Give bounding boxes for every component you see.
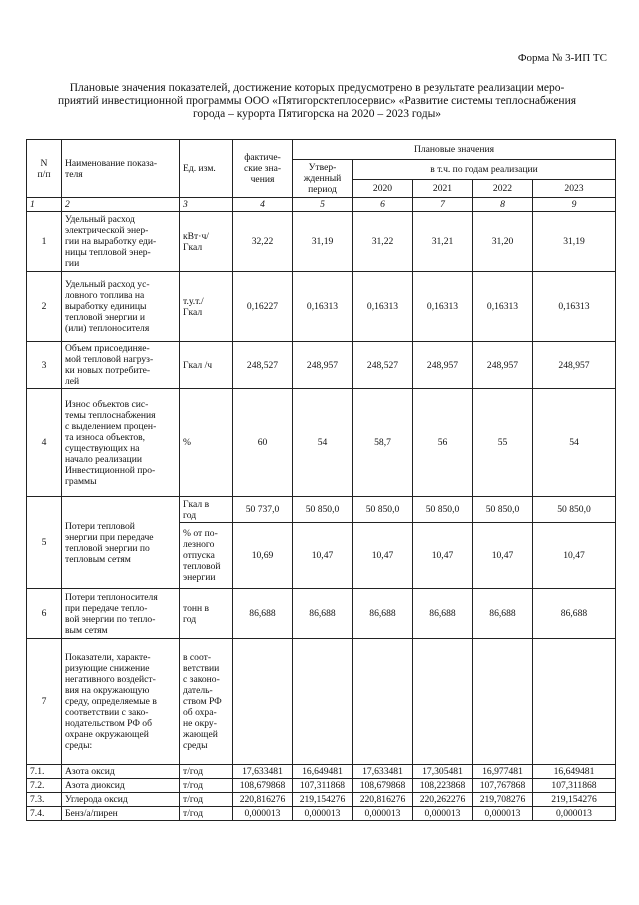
value-cell: 107,767868 [473, 779, 533, 793]
value-cell [293, 639, 353, 765]
value-cell: 108,679868 [233, 779, 293, 793]
value-cell: 50 850,0 [293, 497, 353, 523]
value-cell: 0,000013 [533, 807, 616, 821]
value-cell: 10,47 [293, 523, 353, 589]
value-cell: 17,633481 [233, 765, 293, 779]
value-cell: 16,649481 [293, 765, 353, 779]
value-cell: 32,22 [233, 212, 293, 272]
header-year: 2022 [473, 180, 533, 198]
value-cell: 50 850,0 [473, 497, 533, 523]
indicator-name: Удельный расход электрической энер- гии на выработку еди- ницы тепловой энер- гии [62, 212, 180, 272]
value-cell: 248,957 [413, 342, 473, 389]
table-row [27, 807, 616, 821]
col-number: 4 [233, 198, 293, 212]
col-number: 9 [533, 198, 616, 212]
unit-cell: т/год [180, 779, 233, 793]
table-row [27, 389, 616, 497]
value-cell: 0,16313 [353, 272, 413, 342]
unit-cell: т.у.т./ Гкал [180, 272, 233, 342]
value-cell: 31,22 [353, 212, 413, 272]
value-cell [233, 639, 293, 765]
col-number: 8 [473, 198, 533, 212]
value-cell: 0,000013 [293, 807, 353, 821]
header-year: 2021 [413, 180, 473, 198]
header-num: N п/п [27, 140, 62, 198]
header-approved: Утвер- жденный период [293, 160, 353, 198]
value-cell: 86,688 [413, 589, 473, 639]
indicator-name: Объем присоединяе- мой тепловой нагруз- ки новых потребите- лей [62, 342, 180, 389]
col-number: 1 [27, 198, 62, 212]
unit-cell: т/год [180, 765, 233, 779]
unit-cell: % [180, 389, 233, 497]
unit-cell: % от по- лезного отпуска тепловой энергии [180, 523, 233, 589]
indicator-name: Потери тепловой энергии при передаче тепловой энергии по тепловым сетям [62, 497, 180, 589]
row-number: 7 [27, 639, 62, 765]
value-cell [533, 639, 616, 765]
value-cell: 10,69 [233, 523, 293, 589]
value-cell: 248,527 [353, 342, 413, 389]
table-row [27, 212, 616, 272]
value-cell: 17,633481 [353, 765, 413, 779]
indicator-name: Азота оксид [62, 765, 180, 779]
value-cell: 86,688 [533, 589, 616, 639]
table-row [27, 497, 616, 523]
unit-cell: тонн в год [180, 589, 233, 639]
value-cell: 220,262276 [413, 793, 473, 807]
value-cell: 248,527 [233, 342, 293, 389]
unit-cell: Гкал в год [180, 497, 233, 523]
unit-cell: т/год [180, 807, 233, 821]
unit-cell: Гкал /ч [180, 342, 233, 389]
value-cell: 31,19 [533, 212, 616, 272]
title-line: города – курорта Пятигорска на 2020 – 2023 годы» [192, 108, 442, 120]
indicator-name: Азота диоксид [62, 779, 180, 793]
value-cell: 86,688 [353, 589, 413, 639]
value-cell: 0,000013 [473, 807, 533, 821]
row-number: 6 [27, 589, 62, 639]
value-cell: 60 [233, 389, 293, 497]
row-number: 1 [27, 212, 62, 272]
value-cell: 0,16227 [233, 272, 293, 342]
value-cell: 248,957 [293, 342, 353, 389]
value-cell: 17,305481 [413, 765, 473, 779]
value-cell: 0,000013 [233, 807, 293, 821]
unit-cell: т/год [180, 793, 233, 807]
value-cell: 220,816276 [233, 793, 293, 807]
value-cell: 107,311868 [533, 779, 616, 793]
row-number: 7.2. [27, 779, 62, 793]
value-cell: 10,47 [353, 523, 413, 589]
value-cell: 0,16313 [533, 272, 616, 342]
table-row [27, 793, 616, 807]
value-cell: 0,16313 [293, 272, 353, 342]
value-cell: 10,47 [413, 523, 473, 589]
value-cell: 54 [293, 389, 353, 497]
indicator-name: Износ объектов сис- темы теплоснабжения с выделением процен- та износа объектов, существующих на начало реализации Инвестиционной про- граммы [62, 389, 180, 497]
header-year: 2020 [353, 180, 413, 198]
value-cell: 86,688 [473, 589, 533, 639]
value-cell: 50 850,0 [533, 497, 616, 523]
row-number: 3 [27, 342, 62, 389]
table-row [27, 589, 616, 639]
value-cell: 219,154276 [533, 793, 616, 807]
row-number: 7.1. [27, 765, 62, 779]
row-number: 2 [27, 272, 62, 342]
value-cell [413, 639, 473, 765]
value-cell: 56 [413, 389, 473, 497]
header-unit: Ед. изм. [180, 140, 233, 198]
value-cell [353, 639, 413, 765]
title-line: Плановые значения показателей, достижение которых предусмотрено в результате реализации меро- [69, 82, 565, 94]
value-cell: 31,19 [293, 212, 353, 272]
title-line: приятий инвестиционной программы ООО «Пятигорсктеплосервис» «Развитие системы теплоснабжения [57, 95, 577, 107]
value-cell: 86,688 [233, 589, 293, 639]
col-number: 6 [353, 198, 413, 212]
row-number: 7.4. [27, 807, 62, 821]
value-cell: 50 737,0 [233, 497, 293, 523]
header-year: 2023 [533, 180, 616, 198]
value-cell: 86,688 [293, 589, 353, 639]
indicator-name: Потери теплоносителя при передаче тепло- вой энергии по тепло- вым сетям [62, 589, 180, 639]
header-by-years: в т.ч. по годам реализации [353, 160, 616, 180]
col-number: 2 [62, 198, 180, 212]
indicator-name: Показатели, характе- ризующие снижение негативного воздейст- вия на окружающую среду, определяемые в соответствии с зако- нодательством РФ об охране окружающей среды: [62, 639, 180, 765]
table-row [27, 639, 616, 765]
form-label: Форма № 3-ИП ТС [517, 52, 607, 64]
value-cell: 108,223868 [413, 779, 473, 793]
indicator-name: Бенз/а/пирен [62, 807, 180, 821]
value-cell: 10,47 [533, 523, 616, 589]
document-title [22, 82, 612, 121]
value-cell: 16,977481 [473, 765, 533, 779]
indicator-name: Углерода оксид [62, 793, 180, 807]
value-cell: 0,000013 [413, 807, 473, 821]
value-cell: 31,20 [473, 212, 533, 272]
value-cell: 0,000013 [353, 807, 413, 821]
col-number: 7 [413, 198, 473, 212]
indicators-table [26, 139, 616, 821]
header-planned: Плановые значения [293, 140, 616, 160]
indicator-name: Удельный расход ус- ловного топлива на выработку единицы тепловой энергии и (или) теплоносителя [62, 272, 180, 342]
table-row [27, 342, 616, 389]
value-cell: 220,816276 [353, 793, 413, 807]
row-number: 7.3. [27, 793, 62, 807]
value-cell: 0,16313 [413, 272, 473, 342]
table-row [27, 765, 616, 779]
value-cell: 10,47 [473, 523, 533, 589]
unit-cell: кВт·ч/ Гкал [180, 212, 233, 272]
row-number: 5 [27, 497, 62, 589]
value-cell: 50 850,0 [353, 497, 413, 523]
header-actual: фактиче- ские зна- чения [233, 140, 293, 198]
value-cell: 55 [473, 389, 533, 497]
value-cell: 219,708276 [473, 793, 533, 807]
value-cell: 248,957 [533, 342, 616, 389]
col-number: 3 [180, 198, 233, 212]
header-name: Наименование показа- теля [62, 140, 180, 198]
value-cell: 50 850,0 [413, 497, 473, 523]
value-cell: 219,154276 [293, 793, 353, 807]
row-number: 4 [27, 389, 62, 497]
value-cell: 0,16313 [473, 272, 533, 342]
value-cell: 108,679868 [353, 779, 413, 793]
value-cell: 16,649481 [533, 765, 616, 779]
value-cell: 58,7 [353, 389, 413, 497]
value-cell [473, 639, 533, 765]
value-cell: 248,957 [473, 342, 533, 389]
value-cell: 54 [533, 389, 616, 497]
table-row [27, 272, 616, 342]
table-row [27, 779, 616, 793]
value-cell: 31,21 [413, 212, 473, 272]
col-number: 5 [293, 198, 353, 212]
unit-cell: в соот- ветствии с законо- датель- ством РФ об охра- не окру- жающей среды [180, 639, 233, 765]
value-cell: 107,311868 [293, 779, 353, 793]
